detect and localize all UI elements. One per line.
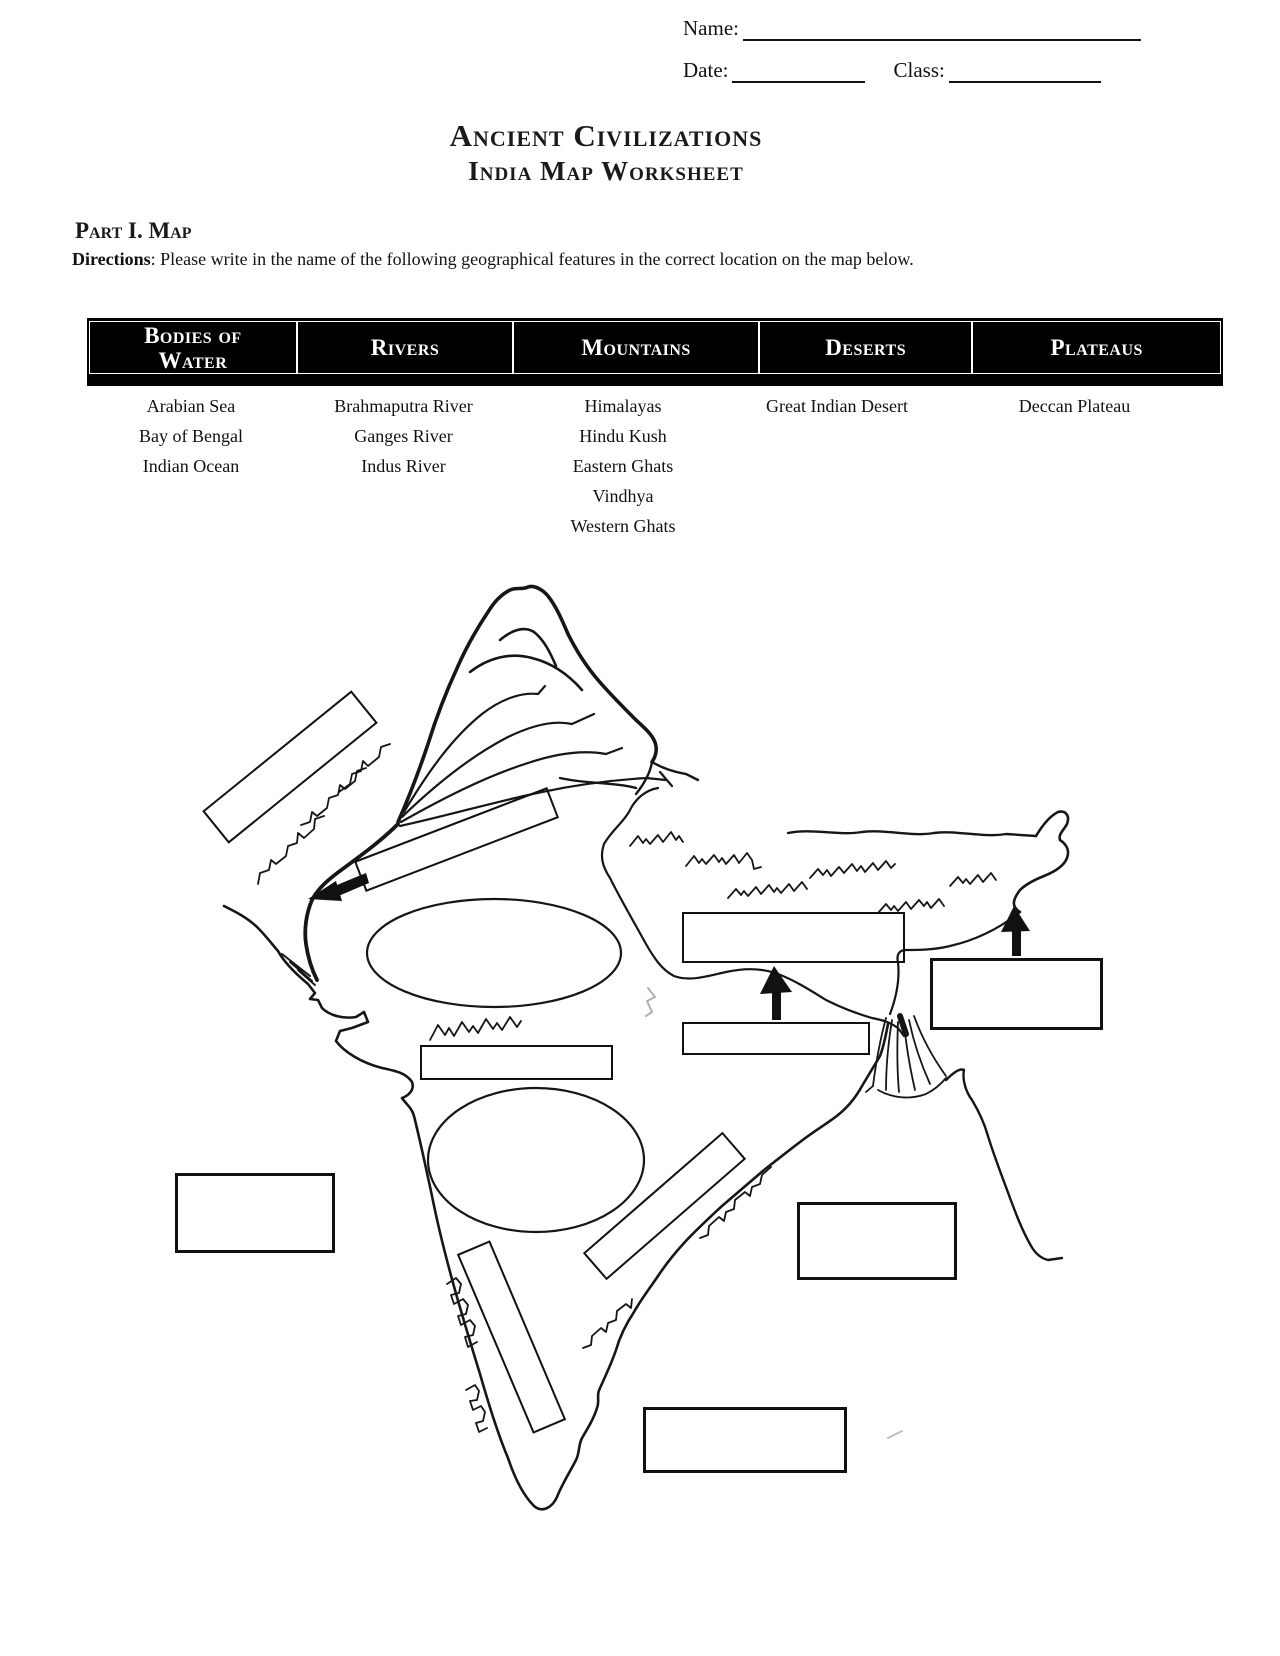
label-box-arabian-sea-area[interactable] <box>175 1173 335 1253</box>
feature-item: Himalayas <box>584 396 662 416</box>
label-box-bay-of-bengal-area[interactable] <box>797 1202 957 1280</box>
name-label: Name: <box>683 16 739 40</box>
bay-east-coastline <box>946 1069 1062 1260</box>
feature-item: Western Ghats <box>570 516 676 536</box>
feature-item: Great Indian Desert <box>766 396 908 416</box>
feature-item: Bay of Bengal <box>139 426 243 446</box>
deccan-plateau-ellipse <box>428 1088 644 1232</box>
column-header-deserts: Deserts <box>759 321 973 374</box>
faint-mark <box>646 988 655 1016</box>
indus-river <box>305 824 398 980</box>
inner-ridge-lines <box>470 629 582 690</box>
label-box-brahmaputra-river-area[interactable] <box>930 958 1103 1030</box>
column-header-bodies-of-water: Bodies of Water <box>89 321 297 374</box>
feature-item: Indus River <box>361 456 446 476</box>
label-box-indian-ocean-area[interactable] <box>643 1407 847 1473</box>
feature-item: Deccan Plateau <box>1018 396 1131 416</box>
great-indian-desert-ellipse <box>367 899 621 1007</box>
ganges-pointer-arrow <box>760 966 792 1020</box>
page-title: Ancient Civilizations <box>449 118 763 153</box>
label-box-vindhya-area[interactable] <box>420 1045 613 1080</box>
page-subtitle: India Map Worksheet <box>468 156 744 186</box>
north-border-line <box>788 831 1036 836</box>
brahmaputra-pointer-arrow <box>1001 906 1030 956</box>
column-header-mountains: Mountains <box>513 321 759 374</box>
part-heading: Part I. Map <box>75 218 192 243</box>
feature-item: Arabian Sea <box>146 396 236 416</box>
directions-text: : Please write in the name of the following geographical features in the correct location on the map below. <box>150 249 914 269</box>
feature-item: Indian Ocean <box>142 456 240 476</box>
feature-item: Vindhya <box>592 486 654 506</box>
vindhya-zigzags <box>430 1017 521 1040</box>
column-header-plateaus: Plateaus <box>972 321 1221 374</box>
mountain-outline-branches <box>560 762 698 794</box>
label-box-himalayas-area[interactable] <box>682 912 905 963</box>
class-label: Class: <box>893 58 945 82</box>
northeast-corner-outline <box>1014 812 1068 912</box>
label-box-ganges-river-area[interactable] <box>682 1022 870 1055</box>
feature-item: Eastern Ghats <box>572 456 674 476</box>
directions-label: Directions <box>72 249 151 269</box>
feature-item: Hindu Kush <box>579 426 667 446</box>
faint-mark <box>888 1431 902 1438</box>
column-header-rivers: Rivers <box>297 321 514 374</box>
date-label: Date: <box>683 58 729 82</box>
himalaya-zigzags <box>630 832 996 913</box>
feature-item: Ganges River <box>354 426 453 446</box>
feature-item: Brahmaputra River <box>334 396 473 416</box>
